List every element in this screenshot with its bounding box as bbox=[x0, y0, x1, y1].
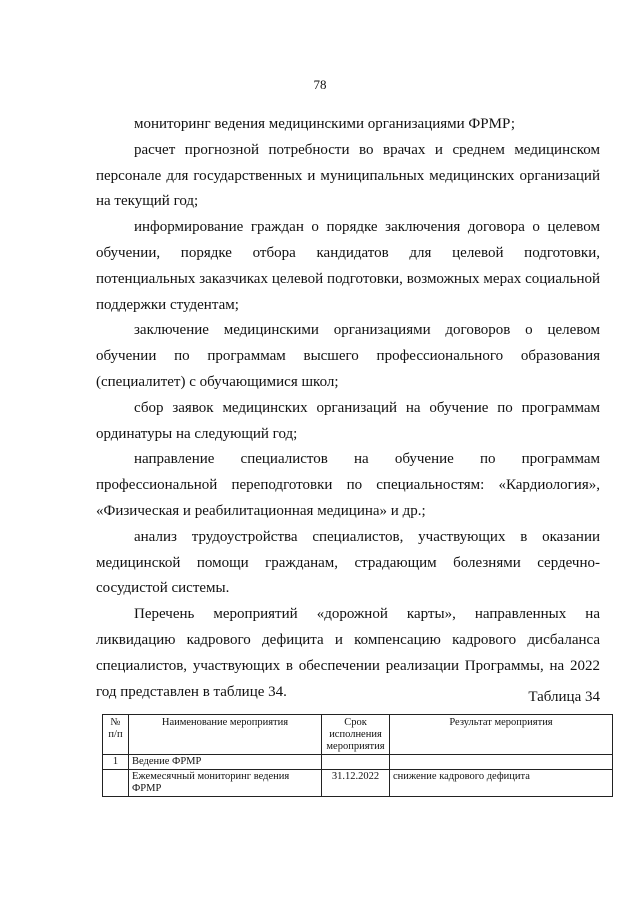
body-text bbox=[96, 112, 600, 705]
paragraph: анализ трудоустройства специалистов, участвующих в оказании медицинской помощи гражданам, страдающим болезнями сердечно-сосудистой системы. bbox=[96, 528, 600, 597]
cell-name: Ведение ФРМР bbox=[129, 755, 322, 770]
page-number: 78 bbox=[313, 77, 327, 92]
table-row bbox=[103, 755, 613, 770]
cell-result bbox=[390, 755, 613, 770]
cell-deadline bbox=[322, 755, 390, 770]
cell-num: 1 bbox=[103, 755, 129, 770]
paragraph: сбор заявок медицинских организаций на обучение по программам ординатуры на следующий год; bbox=[96, 399, 600, 442]
header-num: № п/п bbox=[103, 715, 129, 755]
paragraph: мониторинг ведения медицинскими организациями ФРМР; bbox=[134, 116, 516, 132]
paragraph: информирование граждан о порядке заключения договора о целевом обучении, порядке отбора кандидатов для целевой подготовки, потенциальных заказчиках целевой подготовки, возможных мерах социальной поддержки студентам; bbox=[96, 219, 600, 313]
table-caption: Таблица 34 bbox=[528, 689, 600, 705]
header-result: Результат мероприятия bbox=[390, 715, 613, 755]
cell-num bbox=[103, 770, 129, 797]
cell-name: Ежемесячный мониторинг ведения ФРМР bbox=[129, 770, 322, 797]
events-table bbox=[102, 714, 613, 797]
paragraph: заключение медицинскими организациями договоров о целевом обучении по программам высшего профессионального образования (специалитет) с обучающимися школ; bbox=[96, 322, 600, 390]
table-header-row bbox=[103, 715, 613, 755]
paragraph: расчет прогнозной потребности во врачах и среднем медицинском персонале для государственных и муниципальных медицинских организаций на текущий год; bbox=[96, 141, 600, 210]
paragraph: направление специалистов на обучение по программам профессиональной переподготовки по специальностям: «Кардиология», «Физическая и реабилитационная медицина» и др.; bbox=[96, 451, 600, 519]
paragraph: Перечень мероприятий «дорожной карты», направленных на ликвидацию кадрового дефицита и компенсацию кадрового дисбаланса специалистов, участвующих в обеспечении реализации Программы, на 2022 год представлен в таблице 34. bbox=[96, 606, 600, 700]
cell-result: снижение кадрового дефицита bbox=[390, 770, 613, 797]
header-name: Наименование мероприятия bbox=[129, 715, 322, 755]
header-deadline: Срок исполнения мероприятия bbox=[322, 715, 390, 755]
table-row bbox=[103, 770, 613, 797]
cell-deadline: 31.12.2022 bbox=[322, 770, 390, 797]
